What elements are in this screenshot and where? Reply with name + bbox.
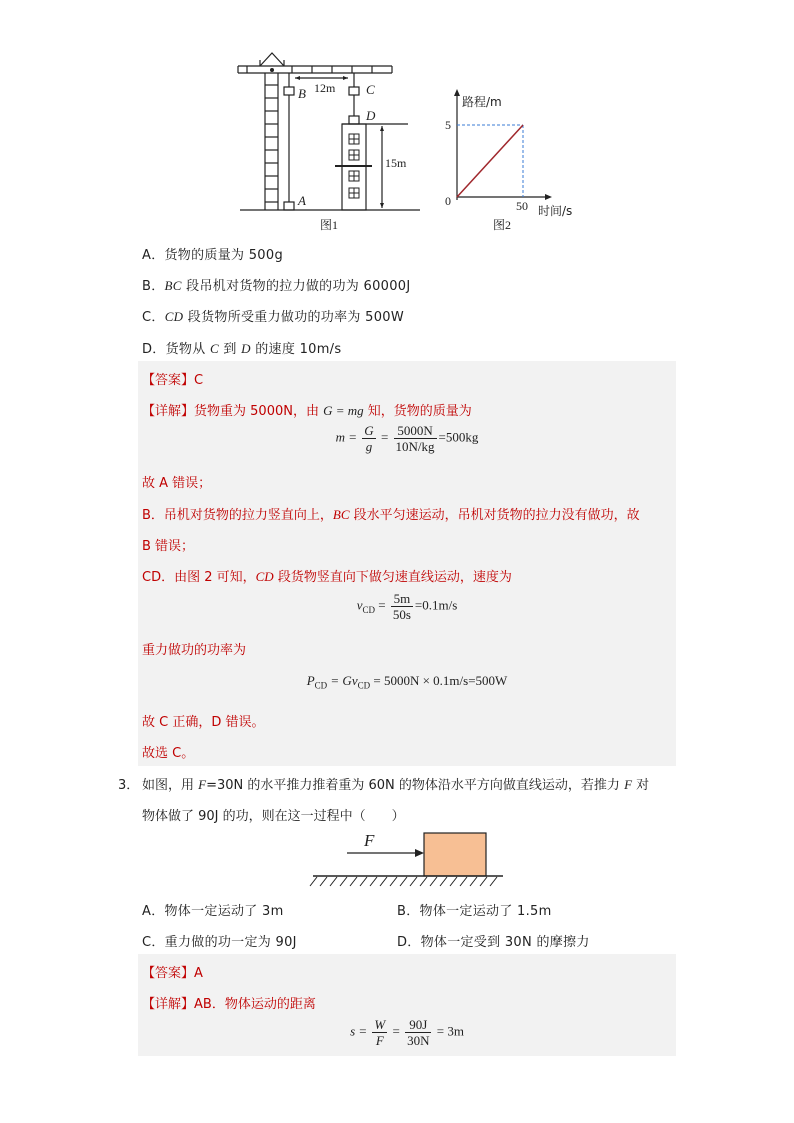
q2-answer-value: C bbox=[194, 373, 204, 388]
q2-option-b-var: BC bbox=[164, 278, 182, 293]
label-a: A bbox=[298, 193, 306, 208]
q2-line-b1-var: BC bbox=[332, 507, 350, 522]
q3-option-c-text: C．重力做的功一定为 90J bbox=[142, 935, 297, 950]
q2-option-c-var: CD bbox=[164, 309, 184, 324]
q2-line-power: 重力做功的功率为 bbox=[142, 643, 247, 658]
eq3-lhs: P bbox=[306, 673, 315, 688]
q3-eq-lhs: s = bbox=[350, 1023, 368, 1039]
q2-option-b-prefix: B． bbox=[142, 279, 165, 294]
q3-option-a-text: A．物体一定运动了 3m bbox=[142, 904, 284, 919]
q3-option-d[interactable] bbox=[397, 931, 590, 950]
label-c: C bbox=[366, 82, 375, 97]
figure-2-caption: 图2 bbox=[493, 218, 512, 232]
q3-eq-distance bbox=[138, 1017, 676, 1048]
eq2-sub: CD bbox=[362, 605, 375, 616]
q3-detail-line1 bbox=[142, 993, 316, 1012]
q2-line-choose: 故选 C。 bbox=[142, 746, 195, 761]
eq2-den: 50s bbox=[392, 607, 411, 622]
eq3-sub: CD bbox=[314, 680, 328, 691]
q3-answer bbox=[142, 962, 203, 981]
q3-option-d-text: D．物体一定受到 30N 的摩擦力 bbox=[397, 935, 590, 950]
q3-stem-f2: F bbox=[624, 777, 633, 792]
graph-xlabel: 时间/s bbox=[538, 204, 573, 218]
eq3-mid: = Gv bbox=[327, 673, 358, 688]
q3-figure bbox=[305, 828, 510, 890]
graph-line bbox=[457, 125, 523, 197]
q2-option-b-text: 段吊机对货物的拉力做的功为 60000J bbox=[181, 279, 411, 294]
q2-answer-label: 【答案】 bbox=[142, 373, 195, 388]
eq2-lhs: v bbox=[356, 597, 363, 613]
q2-detail-line1 bbox=[142, 400, 472, 419]
q2-option-d-var1: C bbox=[209, 341, 219, 356]
q2-line-cd-post: 段货物竖直向下做匀速直线运动，速度为 bbox=[273, 570, 512, 585]
eq1-equals: = bbox=[380, 429, 389, 445]
q2-eq-velocity bbox=[138, 591, 676, 622]
q3-stem-a: 如图，用 bbox=[142, 778, 199, 793]
q3-stem-b: =30N 的水平推力推着重为 60N 的物体沿水平方向做直线运动，若推力 bbox=[206, 778, 625, 793]
q3-detail-text: AB．物体运动的距离 bbox=[194, 997, 316, 1012]
eq1-frac1-num: G bbox=[364, 423, 374, 438]
q2-line-b2: B 错误； bbox=[142, 539, 195, 554]
q2-detail-formula: G = mg bbox=[323, 403, 364, 418]
eq1-frac2-den: 10N/kg bbox=[395, 439, 435, 454]
q2-option-b[interactable] bbox=[142, 275, 411, 294]
q3-stem-c: 对 bbox=[632, 778, 650, 793]
eq1-result: =500kg bbox=[438, 429, 479, 445]
eq1-frac2 bbox=[394, 423, 437, 454]
figure-1-caption: 图1 bbox=[320, 218, 339, 232]
figure-1-crane bbox=[232, 50, 432, 235]
eq2-frac bbox=[391, 591, 413, 622]
q3-stem-line2: 物体做了 90J 的功，则在这一过程中（ ） bbox=[142, 809, 405, 824]
block bbox=[424, 833, 486, 876]
q2-line-b1-post: 段水平匀速运动，吊机对货物的拉力没有做功，故 bbox=[349, 508, 640, 523]
q2-line-cd bbox=[142, 566, 512, 585]
q3-eq-frac1-num: W bbox=[374, 1017, 386, 1032]
q3-option-b-text: B．物体一定运动了 1.5m bbox=[397, 904, 552, 919]
q3-eq-frac2-num: 90J bbox=[405, 1017, 431, 1033]
q2-option-c[interactable] bbox=[142, 306, 404, 325]
graph-xtick: 50 bbox=[516, 199, 528, 213]
q2-option-a-text: A．货物的质量为 500g bbox=[142, 248, 283, 263]
q3-number: 3． bbox=[118, 778, 140, 793]
eq2-num: 5m bbox=[391, 591, 413, 607]
q2-option-d-prefix: D．货物从 bbox=[142, 342, 210, 357]
q3-detail-label: 【详解】 bbox=[142, 997, 195, 1012]
q2-eq-power bbox=[138, 673, 676, 691]
q2-line-a-wrong: 故 A 错误； bbox=[142, 476, 212, 491]
q2-option-d-var2: D bbox=[241, 341, 251, 356]
q2-line-cd-var: CD bbox=[255, 569, 274, 584]
q3-option-b[interactable] bbox=[397, 900, 552, 919]
q2-line-b1-pre: B．吊机对货物的拉力竖直向上， bbox=[142, 508, 333, 523]
q2-line-c-correct: 故 C 正确，D 错误。 bbox=[142, 715, 265, 730]
q3-eq-frac1-den: F bbox=[375, 1033, 384, 1048]
q2-detail-text-b: 知，货物的质量为 bbox=[363, 404, 472, 419]
q3-eq-frac2-den: 30N bbox=[407, 1033, 430, 1048]
q2-answer-box bbox=[138, 361, 676, 766]
q2-answer bbox=[142, 369, 203, 388]
q3-option-a[interactable] bbox=[142, 900, 284, 919]
q3-eq-equals: = bbox=[392, 1023, 400, 1039]
q2-option-c-text: 段货物所受重力做功的功率为 500W bbox=[183, 310, 404, 325]
q2-option-d-text: 的速度 10m/s bbox=[250, 342, 342, 357]
q2-line-b1 bbox=[142, 504, 640, 523]
dist-bc-label: 12m bbox=[314, 81, 336, 95]
q2-option-d[interactable] bbox=[142, 338, 341, 357]
eq3-rest: = 5000N × 0.1m/s=500W bbox=[370, 673, 508, 688]
q2-option-d-mid: 到 bbox=[218, 342, 242, 357]
q3-eq-frac2 bbox=[405, 1017, 431, 1048]
q3-stem-line1 bbox=[142, 774, 649, 793]
q2-line-cd-pre: CD．由图 2 可知， bbox=[142, 570, 256, 585]
label-d: D bbox=[366, 108, 376, 123]
q3-answer-value: A bbox=[194, 966, 203, 981]
eq2-equals: = bbox=[375, 597, 386, 613]
figure-2-graph bbox=[440, 85, 580, 215]
q3-eq-frac1 bbox=[372, 1017, 387, 1048]
q3-eq-result: = 3m bbox=[436, 1023, 464, 1039]
graph-ytick: 5 bbox=[445, 118, 451, 132]
eq3-sub2: CD bbox=[357, 680, 371, 691]
label-b: B bbox=[298, 86, 306, 101]
eq1-lhs: m = bbox=[335, 429, 358, 445]
graph-origin: 0 bbox=[445, 194, 451, 208]
q2-eq-mass bbox=[138, 423, 676, 454]
q3-option-c[interactable] bbox=[142, 931, 297, 950]
q2-option-c-prefix: C． bbox=[142, 310, 165, 325]
q2-detail-label: 【详解】 bbox=[142, 404, 195, 419]
eq1-frac1 bbox=[362, 423, 375, 454]
height-label: 15m bbox=[385, 156, 407, 170]
q2-option-a[interactable] bbox=[142, 244, 283, 263]
eq2-result: =0.1m/s bbox=[414, 597, 458, 613]
q2-detail-text-a: 货物重为 5000N，由 bbox=[194, 404, 324, 419]
graph-ylabel: 路程/m bbox=[462, 95, 502, 109]
q3-stem-f: F bbox=[198, 777, 207, 792]
q3-force-label: F bbox=[364, 831, 375, 850]
eq1-frac2-num: 5000N bbox=[394, 423, 437, 439]
eq1-frac1-den: g bbox=[365, 439, 373, 454]
q3-answer-label: 【答案】 bbox=[142, 966, 195, 981]
